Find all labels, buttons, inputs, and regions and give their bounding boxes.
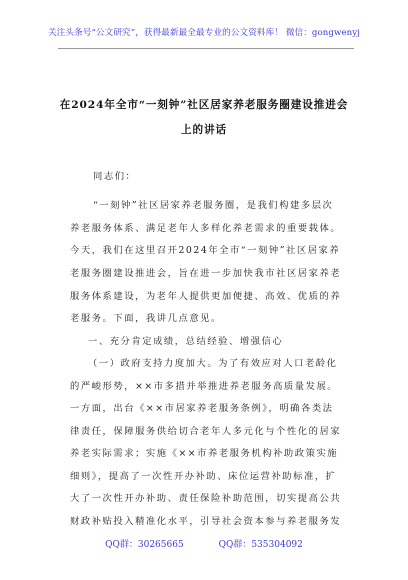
footer-qq-group-1: QQ群：30265665 (105, 540, 184, 550)
footer-contact (0, 537, 408, 550)
document-title-line-1: 在2024年全市“一刻钟”社区居家养老服务圈建设推进会 (59, 99, 349, 111)
body-line: （一）政府支持力度加大。为了有效应对人口老龄化 (88, 358, 338, 369)
body-line: 大了一次性开办补助、责任保险补助范围，切实提高公共 (70, 493, 342, 504)
footer-qq-group-2: QQ群：535304092 (218, 540, 303, 550)
body-line: 今天，我们在这里召开2024年全市“一刻钟”社区居家养 (70, 245, 341, 256)
section-heading: 一、充分肯定成绩，总结经验、增强信心 (88, 336, 284, 347)
header-promo-note: 关注头条号“公文研究”，获得最新最全最专业的公文资料库！ 微信：gongwenyj (47, 28, 361, 38)
body-line: 老服务圈建设推进会，旨在进一步加快我市社区居家养老 (70, 268, 342, 279)
header-divider (58, 48, 354, 49)
body-line: 养老服务体系、满足老年人多样化养老需求的重要载体。 (70, 223, 342, 234)
body-line: 服务体系建设，为老年人提供更加便捷、高效、优质的养 (70, 291, 342, 302)
body-line: 的严峻形势，××市多措并举推进养老服务高质量发展。 (70, 381, 339, 392)
body-line: 养老实际需求；实施《××市养老服务机构补助政策实施 (70, 448, 339, 459)
body-line: 同志们： (93, 171, 137, 182)
body-line: “一刻钟”社区居家养老服务圈，是我们构建多层次 (93, 200, 334, 211)
document-title-line-2: 上的讲话 (181, 124, 227, 136)
body-line: 老服务。下面，我讲几点意见。 (70, 313, 222, 324)
body-line: 一方面，出台《××市居家养老服务条例》，明确各类法 (70, 403, 334, 414)
body-line: 律责任，保障服务供给切合老年人多元化与个性化的居家 (70, 426, 342, 437)
body-line: 细则》，提高了一次性开办补助、床位运营补助标准，扩 (70, 471, 337, 482)
body-line: 财政补贴投入精准化水平，引导社会资本参与养老服务发 (70, 516, 342, 527)
